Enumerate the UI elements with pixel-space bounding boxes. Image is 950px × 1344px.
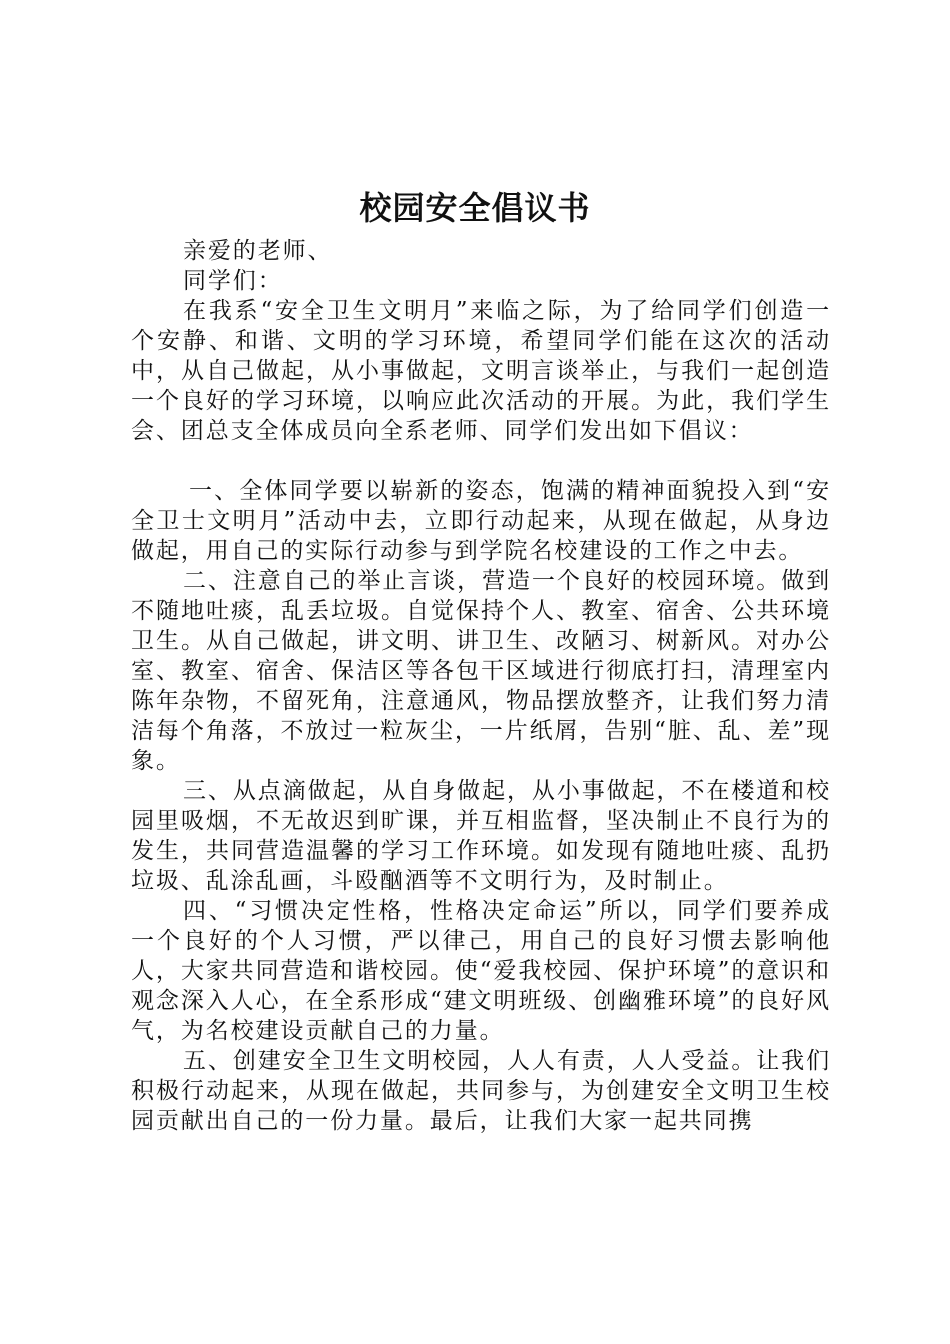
- intro-paragraph: 在我系“安全卫生文明月”来临之际，为了给同学们创造一个安静、和谐、文明的学习环境，希望同学们能在这次的活动中，从自己做起，从小事做起，文明言谈举止，与我们一起创造一个良好的学习环境，以响应此次活动的开展。为此，我们学生会、团总支全体成员向全系老师、同学们发出如下倡议：: [131, 298, 831, 444]
- document-title: 校园安全倡议书: [359, 189, 591, 227]
- proposal-item-3: 三、从点滴做起，从自身做起，从小事做起，不在楼道和校园里吸烟，不无故迟到旷课，并互相监督，坚决制止不良行为的发生，共同营造温馨的学习工作环境。如发现有随地吐痰、乱扔垃圾、乱涂乱画，斗殴酗酒等不文明行为，及时制止。: [131, 778, 831, 894]
- proposal-item-1: 一、全体同学要以崭新的姿态，饱满的精神面貌投入到“安全卫士文明月”活动中去，立即行动起来，从现在做起，从身边做起，用自己的实际行动参与到学院名校建设的工作之中去。: [131, 478, 831, 564]
- proposal-item-5: 五、创建安全卫生文明校园，人人有责，人人受益。让我们积极行动起来，从现在做起，共同参与，为创建安全文明卫生校园贡献出自己的一份力量。最后，让我们大家一起共同携: [131, 1048, 831, 1134]
- proposal-item-2: 二、注意自己的举止言谈，营造一个良好的校园环境。做到不随地吐痰，乱丢垃圾。自觉保持个人、教室、宿舍、公共环境卫生。从自己做起，讲文明、讲卫生、改陋习、树新风。对办公室、教室、宿舍、保洁区等各包干区域进行彻底打扫，清理室内陈年杂物，不留死角，注意通风，物品摆放整齐，让我们努力清洁每个角落，不放过一粒灰尘，一片纸屑，告别“脏、乱、差”现象。: [131, 568, 831, 774]
- greeting-line-1: 亲爱的老师、: [183, 238, 333, 264]
- paragraph-spacer: [131, 446, 831, 476]
- proposal-item-4: 四、“习惯决定性格，性格决定命运”所以，同学们要养成一个良好的个人习惯，严以律己，用自己的良好习惯去影响他人，大家共同营造和谐校园。使“爱我校园、保护环境”的意识和观念深入人心，在全系形成“建文明班级、创幽雅环境”的良好风气，为名校建设贡献自己的力量。: [131, 898, 831, 1044]
- document-body: [131, 236, 831, 1136]
- greeting-line-2: 同学们：: [183, 268, 283, 294]
